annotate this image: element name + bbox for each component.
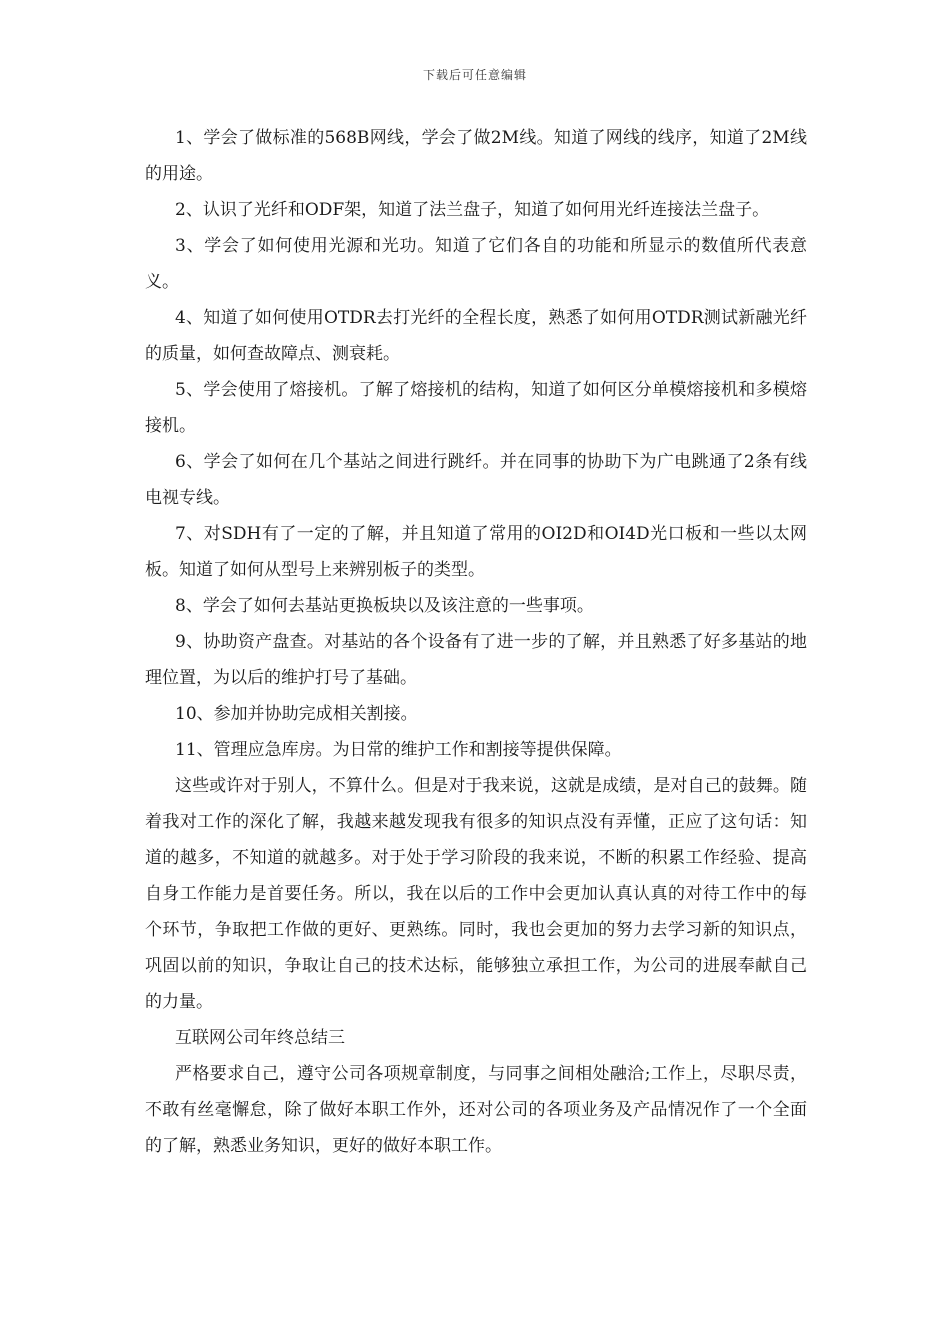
list-item-4: 4、知道了如何使用OTDR去打光纤的全程长度，熟悉了如何用OTDR测试新融光纤的质量，如何查故障点、测衰耗。 (145, 308, 807, 364)
list-item-3: 3、学会了如何使用光源和光功。知道了它们各自的功能和所显示的数值所代表意义。 (145, 236, 807, 292)
reflection-paragraph: 这些或许对于别人，不算什么。但是对于我来说，这就是成绩，是对自己的鼓舞。随着我对工作的深化了解，我越来越发现我有很多的知识点没有弄懂，正应了这句话：知道的越多，不知道的就越多。对于处于学习阶段的我来说，不断的积累工作经验、提高自身工作能力是首要任务。所以，我在以后的工作中会更加认真认真的对待工作中的每个环节，争取把工作做的更好、更熟练。同时，我也会更加的努力去学习新的知识点，巩固以前的知识，争取让自己的技术达标，能够独立承担工作，为公司的进展奉献自己的力量。 (145, 776, 807, 1012)
list-item-5: 5、学会使用了熔接机。了解了熔接机的结构，知道了如何区分单模熔接机和多模熔接机。 (145, 380, 807, 436)
list-item-8: 8、学会了如何去基站更换板块以及该注意的一些事项。 (175, 596, 594, 616)
list-item-7: 7、对SDH有了一定的了解，并且知道了常用的OI2D和OI4D光口板和一些以太网板。知道了如何从型号上来辨别板子的类型。 (145, 524, 807, 580)
section-heading: 互联网公司年终总结三 (175, 1028, 345, 1048)
list-item-9: 9、协助资产盘查。对基站的各个设备有了进一步的了解，并且熟悉了好多基站的地理位置，为以后的维护打号了基础。 (145, 632, 807, 688)
list-item-6: 6、学会了如何在几个基站之间进行跳纤。并在同事的协助下为广电跳通了2条有线电视专线。 (145, 452, 807, 508)
document-body (145, 120, 807, 1164)
list-item-1: 1、学会了做标准的568B网线，学会了做2M线。知道了网线的线序，知道了2M线的用途。 (145, 128, 807, 184)
list-item-11: 11、管理应急库房。为日常的维护工作和割接等提供保障。 (175, 740, 622, 760)
summary-paragraph: 严格要求自己，遵守公司各项规章制度，与同事之间相处融洽;工作上，尽职尽责，不敢有丝毫懈怠，除了做好本职工作外，还对公司的各项业务及产品情况作了一个全面的了解，熟悉业务知识，更好的做好本职工作。 (145, 1064, 807, 1156)
list-item-10: 10、参加并协助完成相关割接。 (175, 704, 418, 724)
page-header-note: 下载后可任意编辑 (422, 68, 527, 82)
list-item-2: 2、认识了光纤和ODF架，知道了法兰盘子，知道了如何用光纤连接法兰盘子。 (175, 200, 770, 220)
